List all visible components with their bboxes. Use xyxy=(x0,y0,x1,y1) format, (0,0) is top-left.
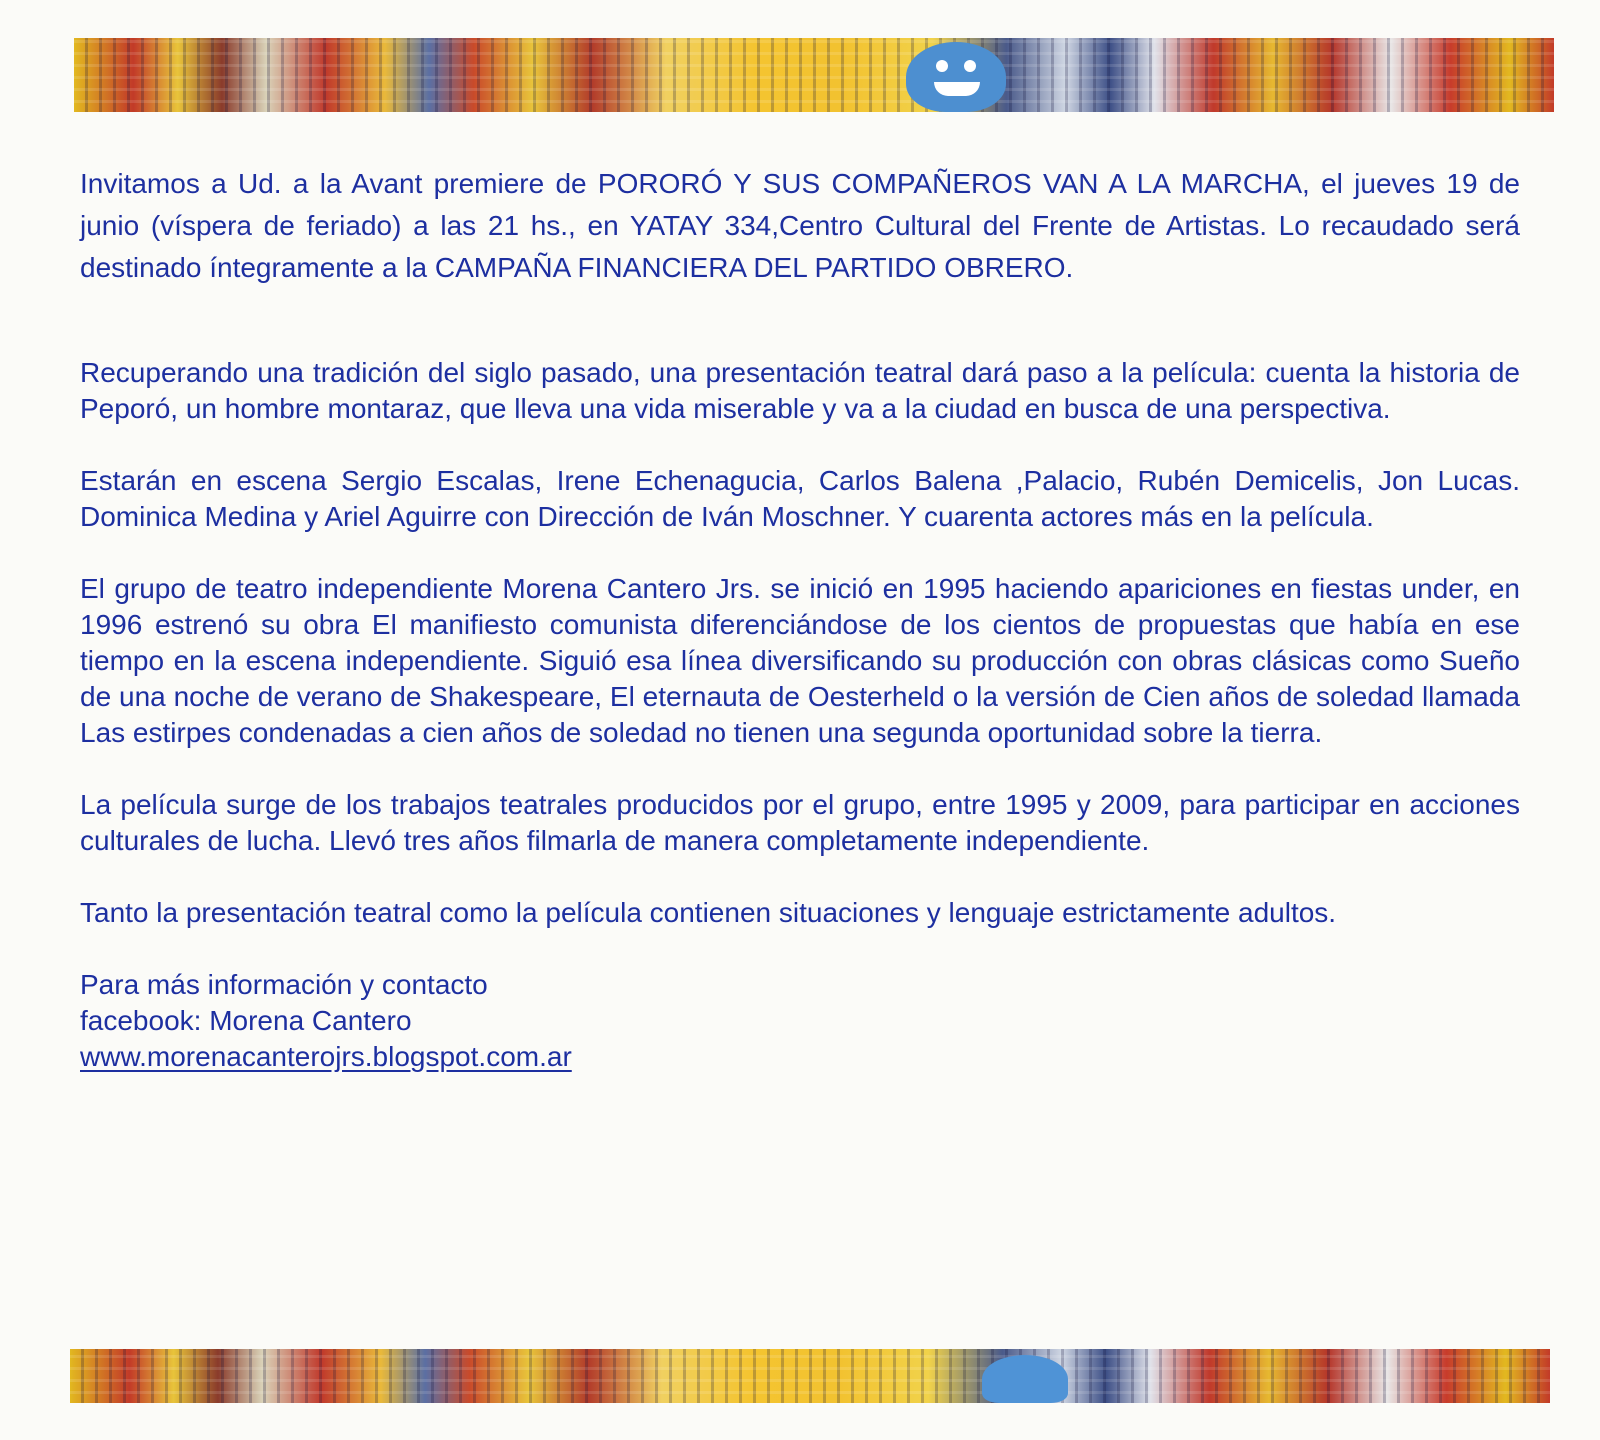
facebook-contact: facebook: Morena Cantero xyxy=(80,1005,412,1036)
website-link[interactable]: www.morenacanterojrs.blogspot.com.ar xyxy=(80,1041,572,1072)
blue-creature-icon xyxy=(982,1355,1068,1403)
blue-creature-icon xyxy=(906,42,1006,112)
paragraph-cast: Estarán en escena Sergio Escalas, Irene Echenagucia, Carlos Balena ,Palacio, Rubén Demicelis, Jon Lucas. Dominica Medina y Ariel Aguirre con Dirección de Iván Moschner. Y cuarenta actores más en la película. xyxy=(80,465,1520,532)
bottom-collage-banner xyxy=(70,1349,1550,1403)
paragraph-film-origin: La película surge de los trabajos teatrales producidos por el grupo, entre 1995 y 2009, para participar en acciones culturales de lucha. Llevó tres años filmarla de manera completamente independiente. xyxy=(80,789,1520,856)
paragraph-group-history: El grupo de teatro independiente Morena Cantero Jrs. se inició en 1995 haciendo apariciones en fiestas under, en 1996 estrenó su obra El manifiesto comunista diferenciándose de los cientos de propuestas que había en ese tiempo en la escena independiente. Siguió esa línea diversificando su producción con obras clásicas como Sueño de una noche de verano de Shakespeare, El eternauta de Oesterheld o la versión de Cien años de soledad llamada Las estirpes condenadas a cien años de soledad no tienen una segunda oportunidad sobre la tierra. xyxy=(80,573,1520,748)
invitation-text xyxy=(80,163,1520,1075)
contact-block xyxy=(80,967,1520,1075)
paragraph-content-warning: Tanto la presentación teatral como la película contienen situaciones y lenguaje estrictamente adultos. xyxy=(80,897,1337,928)
paragraph-invitation: Invitamos a Ud. a la Avant premiere de PORORÓ Y SUS COMPAÑEROS VAN A LA MARCHA, el jueves 19 de junio (víspera de feriado) a las 21 hs., en YATAY 334,Centro Cultural del Frente de Artistas. Lo recaudado será destinado íntegramente a la CAMPAÑA FINANCIERA DEL PARTIDO OBRERO. xyxy=(80,168,1520,283)
top-collage-banner xyxy=(74,38,1554,112)
paragraph-presentation: Recuperando una tradición del siglo pasado, una presentación teatral dará paso a la película: cuenta la historia de Peporó, un hombre montaraz, que lleva una vida miserable y va a la ciudad en busca de una perspectiva. xyxy=(80,357,1520,424)
contact-heading: Para más información y contacto xyxy=(80,969,488,1000)
